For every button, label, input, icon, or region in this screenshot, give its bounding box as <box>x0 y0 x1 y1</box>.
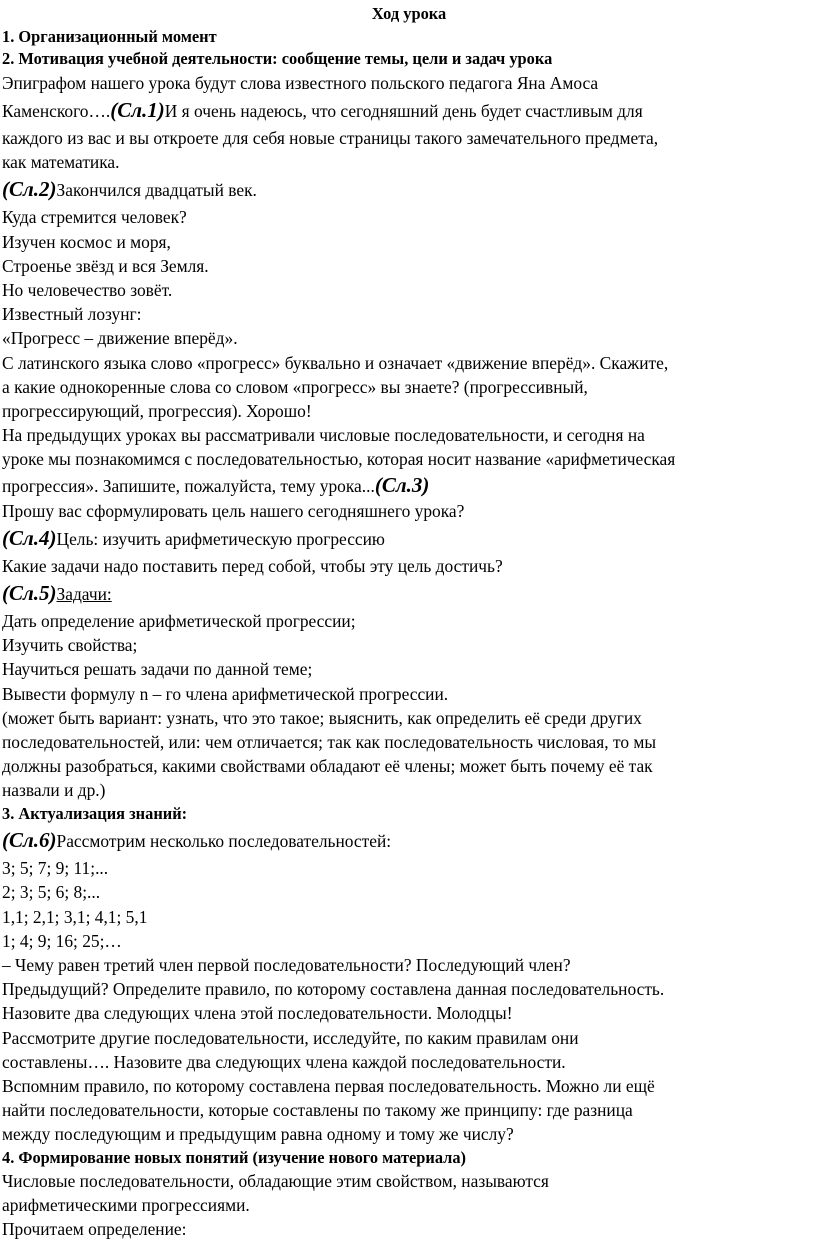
inline-text: Закончился двадцатый век. <box>56 180 257 201</box>
slide-marker-5: (Сл.5) <box>2 581 57 606</box>
task-item: Вывести формулу n – го члена арифметической прогрессии. <box>2 683 449 704</box>
paragraph-line: Числовые последовательности, обладающие этим свойством, называются <box>2 1170 549 1191</box>
task-item: Дать определение арифметической прогрессии; <box>2 611 356 632</box>
paragraph-line: Рассмотрите другие последовательности, исследуйте, по каким правилам они <box>2 1027 579 1048</box>
poem-line: «Прогресс – движение вперёд». <box>2 328 238 349</box>
paragraph-line: Назовите два следующих члена этой последовательности. Молодцы! <box>2 1003 513 1024</box>
poem-line: Но человечество зовёт. <box>2 280 173 301</box>
paragraph-line: Вспомним правило, по которому составлена первая последовательность. Можно ли ещё <box>2 1075 655 1096</box>
section-2-heading: 2. Мотивация учебной деятельности: сообщение темы, цели и задач урока <box>2 49 553 69</box>
paragraph-line: На предыдущих уроках вы рассматривали числовые последовательности, и сегодня на <box>2 425 645 446</box>
sequence-line: 2; 3; 5; 6; 8;... <box>2 882 101 903</box>
slide-marker-2: (Сл.2) <box>2 177 57 202</box>
paragraph-line: (может быть вариант: узнать, что это такое; выяснить, как определить её среди других <box>2 707 642 728</box>
inline-text: Цель: изучить арифметическую прогрессию <box>56 528 385 549</box>
poem-line: Куда стремится человек? <box>2 207 187 228</box>
paragraph-line <box>2 472 806 499</box>
paragraph-line: Прошу вас сформулировать цель нашего сегодняшнего урока? <box>2 500 465 521</box>
section-3-heading: 3. Актуализация знаний: <box>2 803 188 823</box>
paragraph-line: Предыдущий? Определите правило, по которому составлена данная последовательность. <box>2 979 665 1000</box>
sequence-line: 3; 5; 7; 9; 11;... <box>2 858 109 879</box>
paragraph-line <box>2 95 806 126</box>
paragraph-line: а какие однокоренные слова со словом «прогресс» вы знаете? (прогрессивный, <box>2 376 588 397</box>
paragraph-line: С латинского языка слово «прогресс» буквально и означает «движение вперёд». Скажите, <box>2 352 669 373</box>
slide-marker-3: (Сл.3) <box>374 472 430 497</box>
paragraph-line <box>2 825 806 856</box>
paragraph-line: как математика. <box>2 152 120 173</box>
poem-line: Изучен космос и моря, <box>2 231 171 252</box>
inline-text: Каменского…. <box>2 101 111 122</box>
paragraph-line: составлены…. Назовите два следующих члена каждой последовательности. <box>2 1051 566 1072</box>
paragraph-line: последовательностей, или: чем отличается; так как последовательность числовая, то мы <box>2 732 657 753</box>
slide-marker-4: (Сл.4) <box>2 525 57 550</box>
poem-line: Известный лозунг: <box>2 304 142 325</box>
paragraph-line: Эпиграфом нашего урока будут слова известного польского педагога Яна Амоса <box>2 72 599 93</box>
paragraph-line <box>2 174 806 205</box>
paragraph-line: Какие задачи надо поставить перед собой, чтобы эту цель достичь? <box>2 555 503 576</box>
poem-line: Строенье звёзд и вся Земля. <box>2 255 209 276</box>
paragraph-line: должны разобраться, какими свойствами обладают её члены; может быть почему её так <box>2 756 653 777</box>
task-item: Научиться решать задачи по данной теме; <box>2 659 313 680</box>
lesson-title: Ход урока <box>371 4 447 23</box>
paragraph-line: между последующим и предыдущим равна одному и тому же числу? <box>2 1124 514 1145</box>
section-4-heading: 4. Формирование новых понятий (изучение нового материала) <box>2 1147 467 1167</box>
paragraph-line: каждого из вас и вы откроете для себя новые страницы такого замечательного предмета, <box>2 128 659 149</box>
inline-text: прогрессия». Запишите, пожалуйста, тему урока... <box>2 475 375 496</box>
paragraph-line: Прочитаем определение: <box>2 1219 187 1240</box>
sequence-line: 1; 4; 9; 16; 25;… <box>2 930 122 951</box>
paragraph-line: назвали и др.) <box>2 780 106 801</box>
sequence-line: 1,1; 2,1; 3,1; 4,1; 5,1 <box>2 906 148 927</box>
paragraph-line: – Чему равен третий член первой последовательности? Последующий член? <box>2 954 571 975</box>
paragraph-line: арифметическими прогрессиями. <box>2 1195 250 1216</box>
paragraph-line: прогрессирующий, прогрессия). Хорошо! <box>2 401 312 422</box>
slide-marker-6: (Сл.6) <box>2 828 57 853</box>
paragraph-line <box>2 523 806 554</box>
inline-text: И я очень надеюсь, что сегодняшний день будет счастливым для <box>164 101 643 122</box>
task-item: Изучить свойства; <box>2 635 138 656</box>
paragraph-line: уроке мы познакомимся с последовательностью, которая носит название «арифметическая <box>2 449 676 470</box>
slide-marker-1: (Сл.1) <box>110 98 165 123</box>
section-1-heading: 1. Организационный момент <box>2 27 217 46</box>
paragraph-line <box>2 578 806 609</box>
tasks-label: Задачи: <box>56 584 112 605</box>
paragraph-line: найти последовательности, которые составлены по такому же принципу: где разница <box>2 1100 633 1121</box>
inline-text: Рассмотрим несколько последовательностей: <box>56 831 392 852</box>
